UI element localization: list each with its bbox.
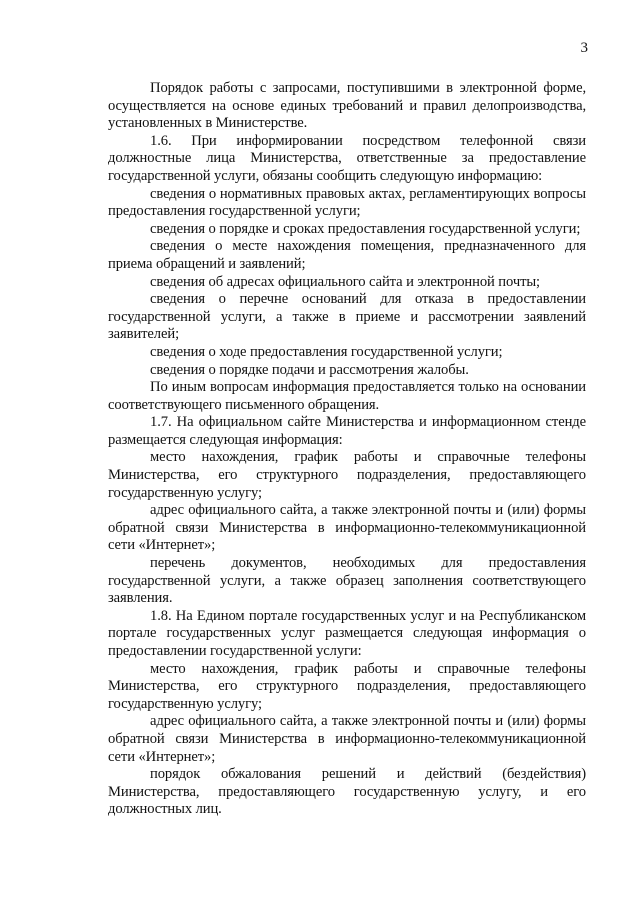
paragraph: порядок обжалования решений и действий (бездействия) Министерства, предоставляющего государственную услугу, и его должностных лиц. bbox=[108, 766, 586, 818]
document-body bbox=[108, 80, 586, 819]
paragraph: По иным вопросам информация предоставляется только на основании соответствующего письменного обращения. bbox=[108, 379, 586, 413]
paragraph: Порядок работы с запросами, поступившими в электронной форме, осуществляется на основе единых требований и правил делопроизводства, установленных в Министерстве. bbox=[108, 80, 586, 132]
paragraph: адрес официального сайта, а также электронной почты и (или) формы обратной связи Министерства в информационно-телекоммуникационной сети «Интернет»; bbox=[108, 502, 586, 554]
paragraph: 1.8. На Едином портале государственных услуг и на Республиканском портале государственных услуг размещается следующая информация о предоставлении государственной услуги: bbox=[108, 607, 586, 659]
paragraph: сведения о перечне оснований для отказа в предоставлении государственной услуги, а также в приеме и рассмотрении заявлений заявителей; bbox=[108, 291, 586, 343]
page-number: 3 bbox=[580, 40, 588, 56]
paragraph: сведения о нормативных правовых актах, регламентирующих вопросы предоставления государственной услуги; bbox=[108, 185, 586, 220]
paragraph: 1.7. На официальном сайте Министерства и информационном стенде размещается следующая информация: bbox=[108, 414, 586, 448]
paragraph: сведения об адресах официального сайта и электронной почты; bbox=[150, 273, 541, 290]
paragraph: 1.6. При информировании посредством телефонной связи должностные лица Министерства, ответственные за предоставление государственной услуги, обязаны сообщить следующую информацию: bbox=[108, 132, 586, 184]
paragraph: место нахождения, график работы и справочные телефоны Министерства, его структурного подразделения, предоставляющего государственную услугу; bbox=[108, 660, 586, 712]
paragraph: сведения о порядке подачи и рассмотрения жалобы. bbox=[150, 361, 469, 378]
paragraph: перечень документов, необходимых для предоставления государственной услуги, а также образец заполнения соответствующего заявления. bbox=[108, 555, 586, 607]
paragraph: сведения о месте нахождения помещения, предназначенного для приема обращений и заявлений; bbox=[108, 238, 586, 272]
paragraph: сведения о ходе предоставления государственной услуги; bbox=[150, 343, 503, 360]
paragraph: место нахождения, график работы и справочные телефоны Министерства, его структурного подразделения, предоставляющего государственную услугу; bbox=[108, 449, 586, 501]
paragraph: адрес официального сайта, а также электронной почты и (или) формы обратной связи Министерства в информационно-телекоммуникационной сети «Интернет»; bbox=[108, 713, 586, 765]
paragraph: сведения о порядке и сроках предоставления государственной услуги; bbox=[150, 220, 581, 237]
